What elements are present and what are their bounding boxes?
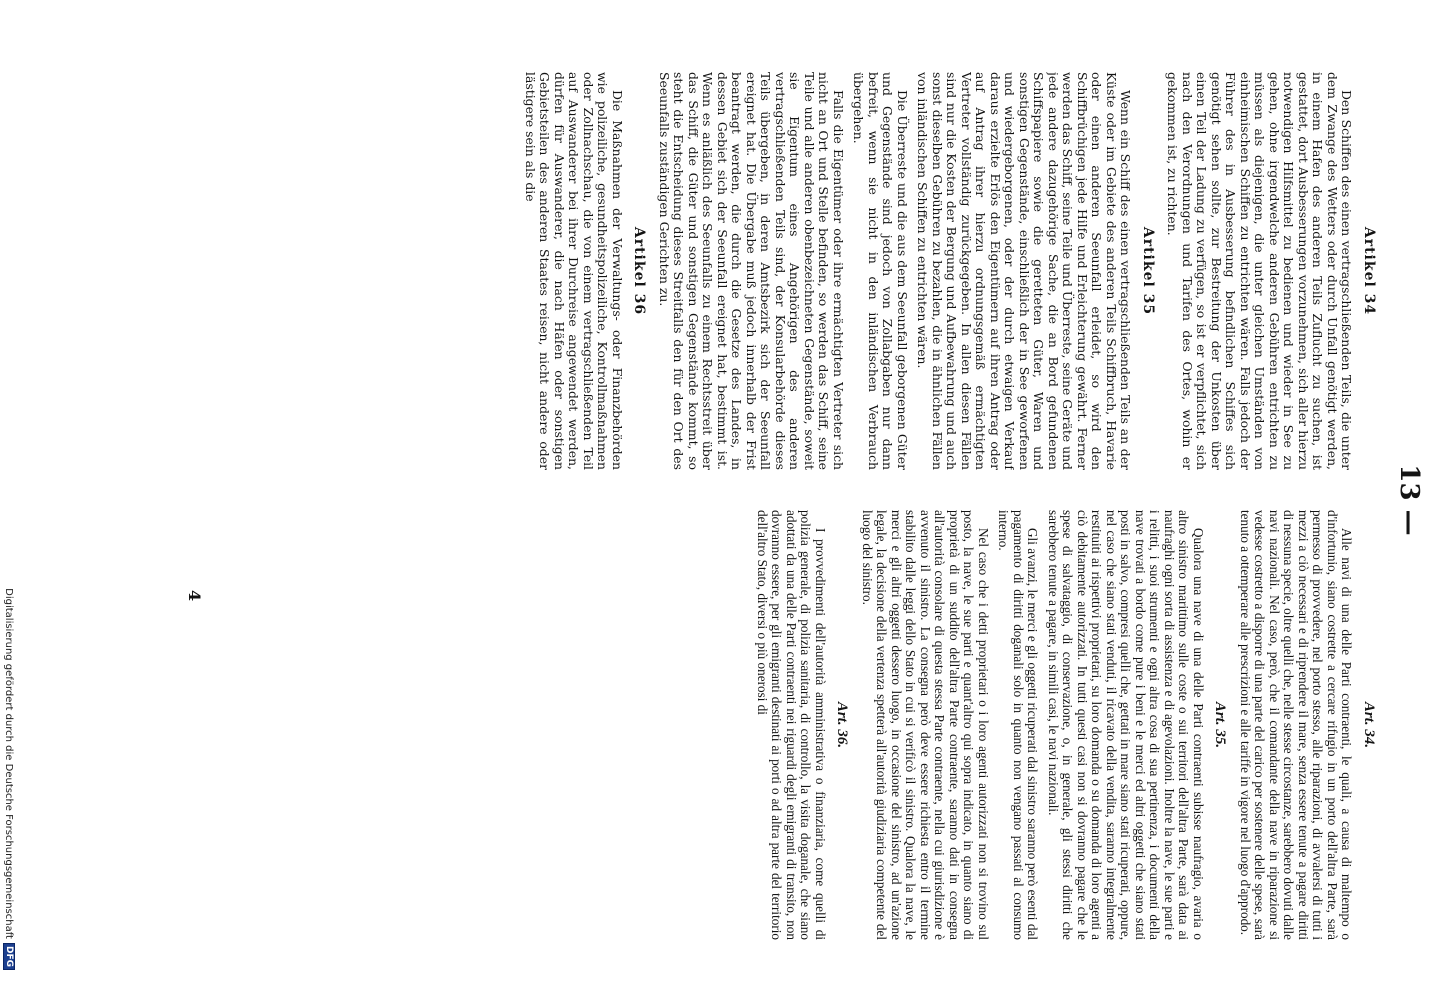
italian-art35-paragraph-1: Qualora una nave di una delle Parti contraenti subisse naufragio, avaria o altro sinistro marittimo sulle coste o sui territori dell'altra Parte, sarà data ai naufraghi ogni sorta di assistenza e di agevolazioni. Inoltre la nave, le sue parti e i relitti, i suoi strumenti e ogni altra cosa di sua pertinenza, i documenti della nave trovati a bordo come pure i beni e le merci ed altri oggetti che siano stati posti in salvo, compresi quelli che, gettati in mare siano stati ricuperati, oppure, nel caso che siano stati venduti, il ricavato della vendita, saranno integralmente restituiti ai rispettivi proprietari, su loro domanda o su domanda di loro agenti a ciò debitamente autorizzati. In tutti questi casi non si dovranno pagare che le spese di salvataggio, di conservazione, o, in generale, gli stessi diritti che sarebbero tenute a pagare, in simili casi, le navi nazionali. — [1046, 510, 1206, 940]
german-art35-heading: Artikel 35 — [1140, 226, 1156, 316]
italian-column — [150, 510, 1386, 940]
page-header — [1384, 0, 1424, 1000]
german-art34-heading: Artikel 34 — [1361, 226, 1377, 316]
german-art36-heading: Artikel 36 — [631, 226, 648, 316]
italian-art34-text: Alle navi di una delle Parti contraenti, le quali, a causa di maltempo o d'infortunio, siano costrette a cercare rifugio in un porto dell'altra Parte, sarà permesso di provvedere, nel porto stesso, alle riparazioni, di avvalersi di tutti i mezzi a ciò necessari e di riprendere il mare, senza essere tenute a pagare diritti di nessuna specie, oltre quelli che, nelle stesse circostanze, sarebbero dovuti dalle navi nazionali. Nel caso, però, che il comandante della nave in riparazione si vedesse costretto a disporre di una parte del carico per sostenere delle spese, sarà tenuto a ottemperare alle prescrizioni e alle tariffe in vigore nel luogo d'approdo. — [1238, 510, 1355, 940]
german-art35-paragraph-2: Die Überreste und die aus dem Seeunfall geborgenen Güter und Gegenstände sind jedoch von Zollabgaben nur dann befreit, wenn sie nicht in den inländischen Verbrauch übergehen. — [851, 72, 910, 470]
footer-text: Digitalisierung gefördert durch die Deutsche Forschungsgemeinschaft — [3, 588, 15, 939]
german-art35-paragraph-3: Falls die Eigentümer oder ihre ermächtigten Vertreter sich nicht an Ort und Stelle befinden, so werden das Schiff, seine Teile und alle anderen obenbezeichneten Gegenstände, soweit sie Eigentum eines Angehörigen des anderen vertragschließenden Teils sind, der Konsularbehörde dieses Teils übergeben, in deren Amtsbezirk sich der Seeunfall ereignet hat. Die Übergabe muß jedoch innerhalb der Frist beantragt werden, die durch die Gesetze des Landes, in dessen Gebiet sich der Seeunfall ereignet hat, bestimmt ist. Wenn es anläßlich des Seeunfalls zu einem Rechtsstreit über das Schiff, die Güter und sonstigen Gegenstände kommt, so steht die Entscheidung dieses Streitfalls den für den Ort des Seeunfalls zuständigen Gerichten zu. — [657, 72, 846, 470]
digitization-footer — [0, 0, 18, 1000]
italian-art36-text: I provvedimenti dell'autorità amministrativa o finanziaria, come quelli di polizia generale, di polizia sanitaria, di controllo, la visita doganale, che siano adottati da una delle Parti contraenti nei riguardi degli emigranti di transito, non dovranno essere, per gli emigranti destinati ai porti o ad altra parte del territorio dell'altro Stato, diversi o più onerosi di — [755, 510, 828, 940]
italian-art35-paragraph-2: Gli avanzi, le merci e gli oggetti ricuperati dal sinistro saranno però esenti dal pagamento di diritti doganali solo in quanto non vengano passati al consumo interno. — [996, 510, 1041, 940]
italian-art35-paragraph-3: Nel caso che i detti proprietari o i loro agenti autorizzati non si trovino sul posto, la nave, le sue parti e quant'altro qui sopra indicato, in quanto siano di proprietà di un suddito dell'altra Parte contraente, saranno dati in consegna all'autorità consolare di questa stessa Parte contraente, nella cui giurisdizione è avvenuto il sinistro. La consegna però deve essere richiesta entro il termine stabilito dalle leggi dello Stato in cui si verificò il sinistro. Qualora la nave, le merci e gli altri oggetti dessero luogo, in occasione del sinistro, ad un'azione legale, la decisione della vertenza spetterà all'autorità giudiziaria competente del luogo del sinistro. — [860, 510, 991, 940]
page-number: 13 — — [1394, 464, 1424, 536]
italian-art36-heading: Art. 36. — [834, 701, 851, 749]
italian-art35-heading: Art. 35. — [1212, 701, 1229, 749]
german-column — [150, 72, 1386, 470]
page-signature-mark: 4 — [185, 590, 204, 602]
italian-art34-heading: Art. 34. — [1361, 701, 1377, 749]
german-art36-text: Die Maßnahmen der Verwaltungs- oder Finanzbehörden wie polizeiliche, gesundheitspolizeiliche, Kontrollmaßnahmen oder Zollnachschau, die von einem vertragschließenden Teil auf Auswanderer bei ihrer Durchreise angewendet werden, dürfen für Auswanderer, die nach Häfen oder sonstigen Gebietsteilen des anderen Staates reisen, nicht andere oder lästigere sein als die — [523, 72, 625, 470]
german-art34-text: Den Schiffen des einen vertragschließenden Teils, die unter dem Zwange des Wetters oder durch Unfall genötigt werden, in einem Hafen des anderen Teils Zuflucht zu suchen, ist gestattet, dort Ausbesserungen vorzunehmen, sich aller hierzu notwendigen Hilfsmittel zu bedienen und wieder in See zu gehen, ohne irgendwelche anderen Gebühren entrichten zu müssen als diejenigen, die unter gleichen Umständen von einheimischen Schiffen zu entrichten wären. Falls jedoch der Führer des in Ausbesserung befindlichen Schiffes sich genötigt sehen sollte, zur Bestreitung der Unkosten über einen Teil der Ladung zu verfügen, so ist er verpflichtet, sich nach den Verordnungen und Tarifen des Ortes, wohin er gekommen ist, zu richten. — [1165, 72, 1355, 470]
german-art35-paragraph-1: Wenn ein Schiff des einen vertragschließenden Teils an der Küste oder im Gebiete des anderen Teils Schiffbruch, Havarie oder einen anderen Seeunfall erleidet, so wird den Schiffbrüchigen jede Hilfe und Erleichterung gewährt. Ferner werden das Schiff, seine Teile und Überreste, seine Geräte und jede andere dazugehörige Sache, die an Bord gefundenen Schiffspapiere sowie die geretteten Güter, Waren und sonstigen Gegenstände, einschließlich der in See geworfenen und wiedergeborgenen, oder der durch etwaigen Verkauf daraus erzielte Erlös den Eigentümern auf ihren Antrag oder auf Antrag ihrer hierzu ordnungsgemäß ermächtigten Vertreter vollständig zurückgegeben. In allen diesen Fällen sind nur die Kosten der Bergung und Aufbewahrung und auch sonst dieselben Gebühren zu bezahlen, die in ähnlichen Fällen von inländischen Schiffen zu entrichten wären. — [915, 72, 1134, 470]
dfg-logo: DFG — [3, 943, 15, 970]
